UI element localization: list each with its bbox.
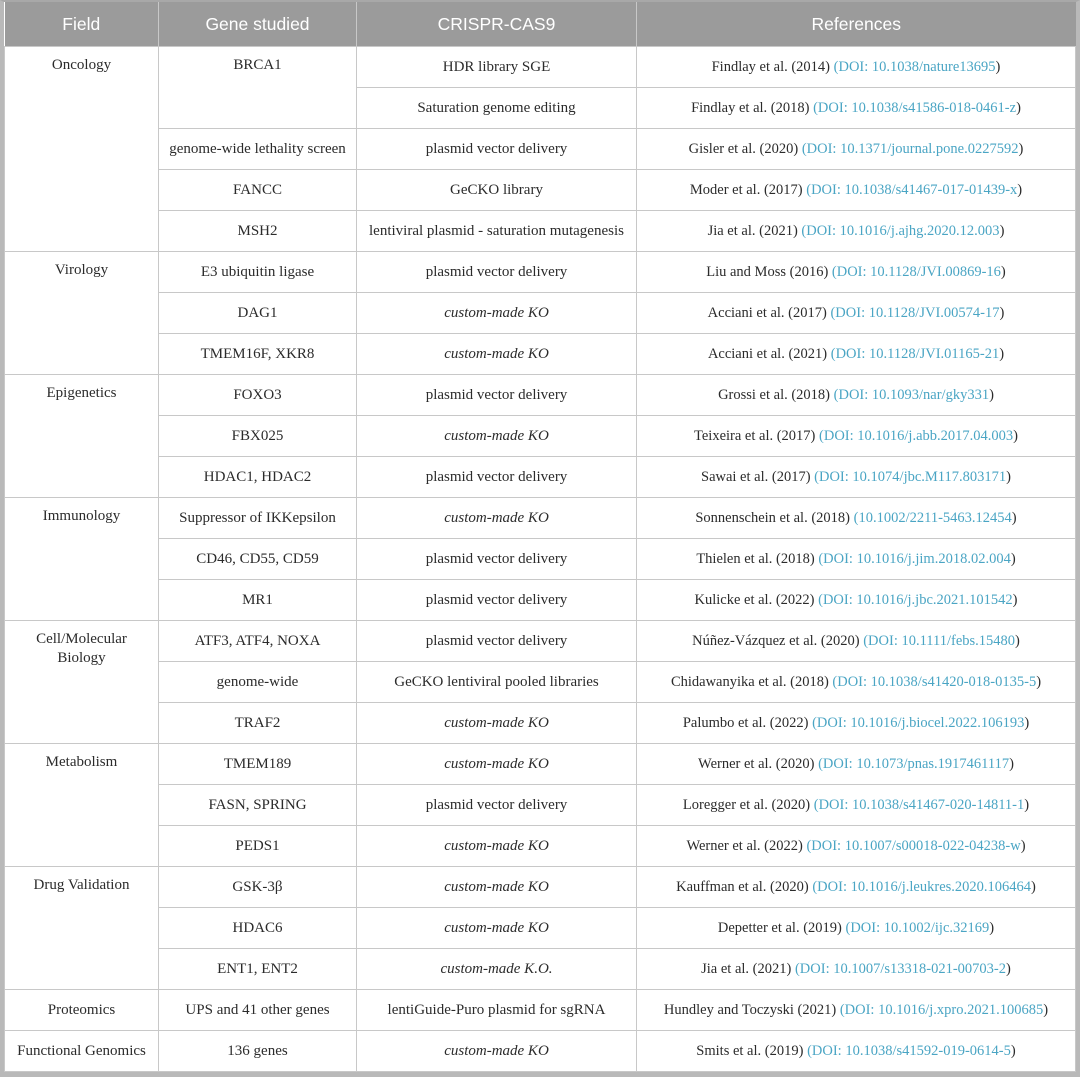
method-cell: lentiGuide-Puro plasmid for sgRNA — [357, 990, 637, 1031]
method-cell: plasmid vector delivery — [357, 785, 637, 826]
method-cell: plasmid vector delivery — [357, 129, 637, 170]
gene-cell: TMEM16F, XKR8 — [159, 334, 357, 375]
gene-cell: FASN, SPRING — [159, 785, 357, 826]
method-cell: custom-made K.O. — [357, 949, 637, 990]
field-cell: Epigenetics — [5, 375, 159, 498]
gene-cell: MSH2 — [159, 211, 357, 252]
doi-link[interactable]: (DOI: 10.1073/pnas.1917461117 — [818, 755, 1010, 772]
gene-cell: 136 genes — [159, 1031, 357, 1072]
reference-cell — [637, 703, 1076, 744]
citation-text: Hundley and Toczyski (2021) — [663, 1001, 840, 1018]
table-row — [5, 744, 1076, 785]
citation-text: Teixeira et al. (2017) — [694, 427, 820, 444]
doi-link[interactable]: (DOI: 10.1016/j.abb.2017.04.003 — [819, 427, 1014, 444]
citation-text: Thielen et al. (2018) — [696, 550, 819, 567]
table-row — [5, 211, 1076, 252]
citation-text: Chidawanyika et al. (2018) — [670, 673, 833, 690]
gene-cell: Suppressor of IKKepsilon — [159, 498, 357, 539]
table-row — [5, 867, 1076, 908]
reference-cell — [637, 498, 1076, 539]
reference-cell — [637, 252, 1076, 293]
citation-close-paren: ) — [1009, 755, 1014, 772]
citation-text: Smits et al. (2019) — [696, 1042, 808, 1059]
gene-cell: FANCC — [159, 170, 357, 211]
doi-link[interactable]: (DOI: 10.1111/febs.15480 — [863, 632, 1016, 649]
citation-text: Kulicke et al. (2022) — [694, 591, 819, 608]
citation-close-paren: ) — [1010, 1042, 1016, 1059]
table-row — [5, 990, 1076, 1031]
method-cell: GeCKO lentiviral pooled libraries — [357, 662, 637, 703]
field-cell: Cell/Molecular Biology — [5, 621, 159, 744]
crispr-studies-table — [4, 2, 1076, 1072]
citation-text: Palumbo et al. (2022) — [682, 714, 813, 731]
gene-cell: DAG1 — [159, 293, 357, 334]
reference-cell — [637, 867, 1076, 908]
gene-cell: PEDS1 — [159, 826, 357, 867]
reference-cell — [637, 908, 1076, 949]
doi-link[interactable]: (DOI: 10.1016/j.leukres.2020.106464 — [812, 878, 1032, 895]
doi-link[interactable]: (DOI: 10.1093/nar/gky331 — [833, 386, 990, 403]
method-cell: GeCKO library — [357, 170, 637, 211]
doi-link[interactable]: (DOI: 10.1371/journal.pone.0227592 — [801, 140, 1019, 157]
doi-link[interactable]: (DOI: 10.1128/JVI.00869-16 — [831, 263, 1001, 280]
reference-cell — [637, 293, 1076, 334]
doi-link[interactable]: (DOI: 10.1002/ijc.32169 — [845, 919, 990, 936]
reference-cell — [637, 580, 1076, 621]
doi-link[interactable]: (DOI: 10.1074/jbc.M117.803171 — [814, 468, 1007, 485]
doi-link[interactable]: (DOI: 10.1038/s41467-017-01439-x — [806, 181, 1018, 198]
method-cell: custom-made KO — [357, 744, 637, 785]
gene-cell: FOXO3 — [159, 375, 357, 416]
column-header-gene-studied: Gene studied — [159, 2, 357, 47]
citation-text: Kauffman et al. (2020) — [676, 878, 813, 895]
citation-text: Werner et al. (2020) — [698, 755, 819, 772]
table-row — [5, 170, 1076, 211]
table-row — [5, 334, 1076, 375]
gene-cell: MR1 — [159, 580, 357, 621]
table-row — [5, 1031, 1076, 1072]
field-cell: Oncology — [5, 47, 159, 252]
gene-cell: TMEM189 — [159, 744, 357, 785]
gene-cell: FBX025 — [159, 416, 357, 457]
method-cell: custom-made KO — [357, 416, 637, 457]
doi-link[interactable]: (DOI: 10.1016/j.jim.2018.02.004 — [818, 550, 1011, 567]
doi-link[interactable]: (DOI: 10.1038/s41592-019-0614-5 — [807, 1042, 1011, 1059]
method-cell: lentiviral plasmid - saturation mutagenesis — [357, 211, 637, 252]
citation-close-paren: ) — [1010, 550, 1016, 567]
gene-cell: HDAC6 — [159, 908, 357, 949]
gene-cell: ATF3, ATF4, NOXA — [159, 621, 357, 662]
doi-link[interactable]: (DOI: 10.1128/JVI.01165-21 — [830, 345, 1000, 362]
gene-cell: BRCA1 — [159, 47, 357, 129]
reference-cell — [637, 375, 1076, 416]
method-cell: plasmid vector delivery — [357, 457, 637, 498]
method-cell: Saturation genome editing — [357, 88, 637, 129]
doi-link[interactable]: (DOI: 10.1038/s41420-018-0135-5 — [832, 673, 1037, 690]
column-header-references: References — [637, 2, 1076, 47]
method-cell: plasmid vector delivery — [357, 621, 637, 662]
gene-cell: ENT1, ENT2 — [159, 949, 357, 990]
citation-close-paren: ) — [1012, 591, 1018, 608]
reference-cell — [637, 744, 1076, 785]
table-row — [5, 416, 1076, 457]
method-cell: custom-made KO — [357, 908, 637, 949]
doi-link[interactable]: (DOI: 10.1128/JVI.00574-17 — [830, 304, 1000, 321]
column-header-crispr-cas9: CRISPR-CAS9 — [357, 2, 637, 47]
table-row — [5, 252, 1076, 293]
method-cell: custom-made KO — [357, 293, 637, 334]
method-cell: custom-made KO — [357, 826, 637, 867]
method-cell: custom-made KO — [357, 703, 637, 744]
gene-cell: genome-wide — [159, 662, 357, 703]
citation-close-paren: ) — [1018, 140, 1024, 157]
method-cell: plasmid vector delivery — [357, 252, 637, 293]
citation-close-paren: ) — [1036, 673, 1042, 690]
reference-cell — [637, 826, 1076, 867]
table-row — [5, 375, 1076, 416]
gene-cell: E3 ubiquitin ligase — [159, 252, 357, 293]
citation-close-paren: ) — [999, 345, 1005, 362]
citation-close-paren: ) — [1031, 878, 1036, 895]
field-cell: Immunology — [5, 498, 159, 621]
gene-cell: genome-wide lethality screen — [159, 129, 357, 170]
table-row — [5, 621, 1076, 662]
citation-text: Grossi et al. (2018) — [718, 386, 834, 403]
citation-close-paren: ) — [989, 919, 995, 936]
gene-cell: UPS and 41 other genes — [159, 990, 357, 1031]
doi-link[interactable]: (DOI: 10.1007/s00018-022-04238-w — [806, 837, 1021, 854]
doi-link[interactable]: (DOI: 10.1016/j.biocel.2022.106193 — [812, 714, 1025, 731]
citation-close-paren: ) — [999, 304, 1005, 321]
table-row — [5, 826, 1076, 867]
citation-text: Moder et al. (2017) — [689, 181, 807, 198]
citation-text: Gisler et al. (2020) — [688, 140, 802, 157]
doi-link[interactable]: (DOI: 10.1016/j.ajhg.2020.12.003 — [801, 222, 1000, 239]
table-row — [5, 498, 1076, 539]
doi-link[interactable]: (DOI: 10.1016/j.jbc.2021.101542 — [818, 591, 1013, 608]
gene-cell: CD46, CD55, CD59 — [159, 539, 357, 580]
citation-close-paren: ) — [989, 386, 994, 403]
citation-text: Loregger et al. (2020) — [682, 796, 814, 813]
doi-link[interactable]: (DOI: 10.1016/j.xpro.2021.100685 — [839, 1001, 1044, 1018]
table-row — [5, 47, 1076, 88]
table-row — [5, 129, 1076, 170]
reference-cell — [637, 334, 1076, 375]
citation-text: Liu and Moss (2016) — [706, 263, 832, 280]
citation-text: Sonnenschein et al. (2018) — [695, 509, 854, 526]
field-cell: Functional Genomics — [5, 1031, 159, 1072]
reference-cell — [637, 170, 1076, 211]
method-cell: custom-made KO — [357, 334, 637, 375]
doi-link[interactable]: (10.1002/2211-5463.12454 — [853, 509, 1012, 526]
citation-text: Jia et al. (2021) — [701, 960, 795, 977]
gene-cell: TRAF2 — [159, 703, 357, 744]
citation-text: Findlay et al. (2014) — [711, 58, 834, 75]
reference-cell — [637, 990, 1076, 1031]
doi-link[interactable]: (DOI: 10.1038/s41586-018-0461-z — [813, 99, 1017, 116]
reference-cell — [637, 539, 1076, 580]
field-cell: Drug Validation — [5, 867, 159, 990]
citation-close-paren: ) — [1006, 468, 1011, 485]
citation-close-paren: ) — [1043, 1001, 1049, 1018]
method-cell: plasmid vector delivery — [357, 539, 637, 580]
citation-close-paren: ) — [1020, 837, 1026, 854]
reference-cell — [637, 129, 1076, 170]
table-row — [5, 949, 1076, 990]
citation-text: Sawai et al. (2017) — [701, 468, 815, 485]
doi-link[interactable]: (DOI: 10.1007/s13318-021-00703-2 — [794, 960, 1007, 977]
field-cell: Virology — [5, 252, 159, 375]
table-row — [5, 293, 1076, 334]
reference-cell — [637, 949, 1076, 990]
table-row — [5, 785, 1076, 826]
table-row — [5, 580, 1076, 621]
citation-close-paren: ) — [1024, 796, 1030, 813]
method-cell: custom-made KO — [357, 498, 637, 539]
citation-text: Findlay et al. (2018) — [691, 99, 814, 116]
table-header — [5, 2, 1076, 47]
reference-cell — [637, 88, 1076, 129]
citation-close-paren: ) — [1024, 714, 1030, 731]
method-cell: custom-made KO — [357, 867, 637, 908]
citation-close-paren: ) — [999, 222, 1005, 239]
reference-cell — [637, 662, 1076, 703]
table-row — [5, 908, 1076, 949]
citation-text: Werner et al. (2022) — [686, 837, 807, 854]
citation-close-paren: ) — [1017, 181, 1023, 198]
gene-cell: HDAC1, HDAC2 — [159, 457, 357, 498]
reference-cell — [637, 1031, 1076, 1072]
citation-close-paren: ) — [995, 58, 1001, 75]
field-cell: Proteomics — [5, 990, 159, 1031]
citation-close-paren: ) — [1000, 263, 1006, 280]
citation-text: Depetter et al. (2019) — [717, 919, 846, 936]
table-row — [5, 539, 1076, 580]
gene-cell: GSK-3β — [159, 867, 357, 908]
method-cell: plasmid vector delivery — [357, 375, 637, 416]
citation-close-paren: ) — [1011, 509, 1017, 526]
table-row — [5, 457, 1076, 498]
citation-text: Núñez-Vázquez et al. (2020) — [692, 632, 864, 649]
reference-cell — [637, 47, 1076, 88]
table-row — [5, 703, 1076, 744]
method-cell: plasmid vector delivery — [357, 580, 637, 621]
citation-text: Acciani et al. (2017) — [707, 304, 831, 321]
reference-cell — [637, 457, 1076, 498]
reference-cell — [637, 785, 1076, 826]
reference-cell — [637, 211, 1076, 252]
citation-close-paren: ) — [1015, 632, 1020, 649]
table-row — [5, 662, 1076, 703]
citation-close-paren: ) — [1016, 99, 1021, 116]
reference-cell — [637, 416, 1076, 457]
citation-close-paren: ) — [1013, 427, 1018, 444]
method-cell: custom-made KO — [357, 1031, 637, 1072]
column-header-field: Field — [5, 2, 159, 47]
method-cell: HDR library SGE — [357, 47, 637, 88]
doi-link[interactable]: (DOI: 10.1038/nature13695 — [833, 58, 996, 75]
citation-text: Jia et al. (2021) — [707, 222, 802, 239]
citation-close-paren: ) — [1006, 960, 1011, 977]
reference-cell — [637, 621, 1076, 662]
doi-link[interactable]: (DOI: 10.1038/s41467-020-14811-1 — [813, 796, 1025, 813]
header-row — [5, 2, 1076, 47]
citation-text: Acciani et al. (2021) — [707, 345, 831, 362]
field-cell: Metabolism — [5, 744, 159, 867]
